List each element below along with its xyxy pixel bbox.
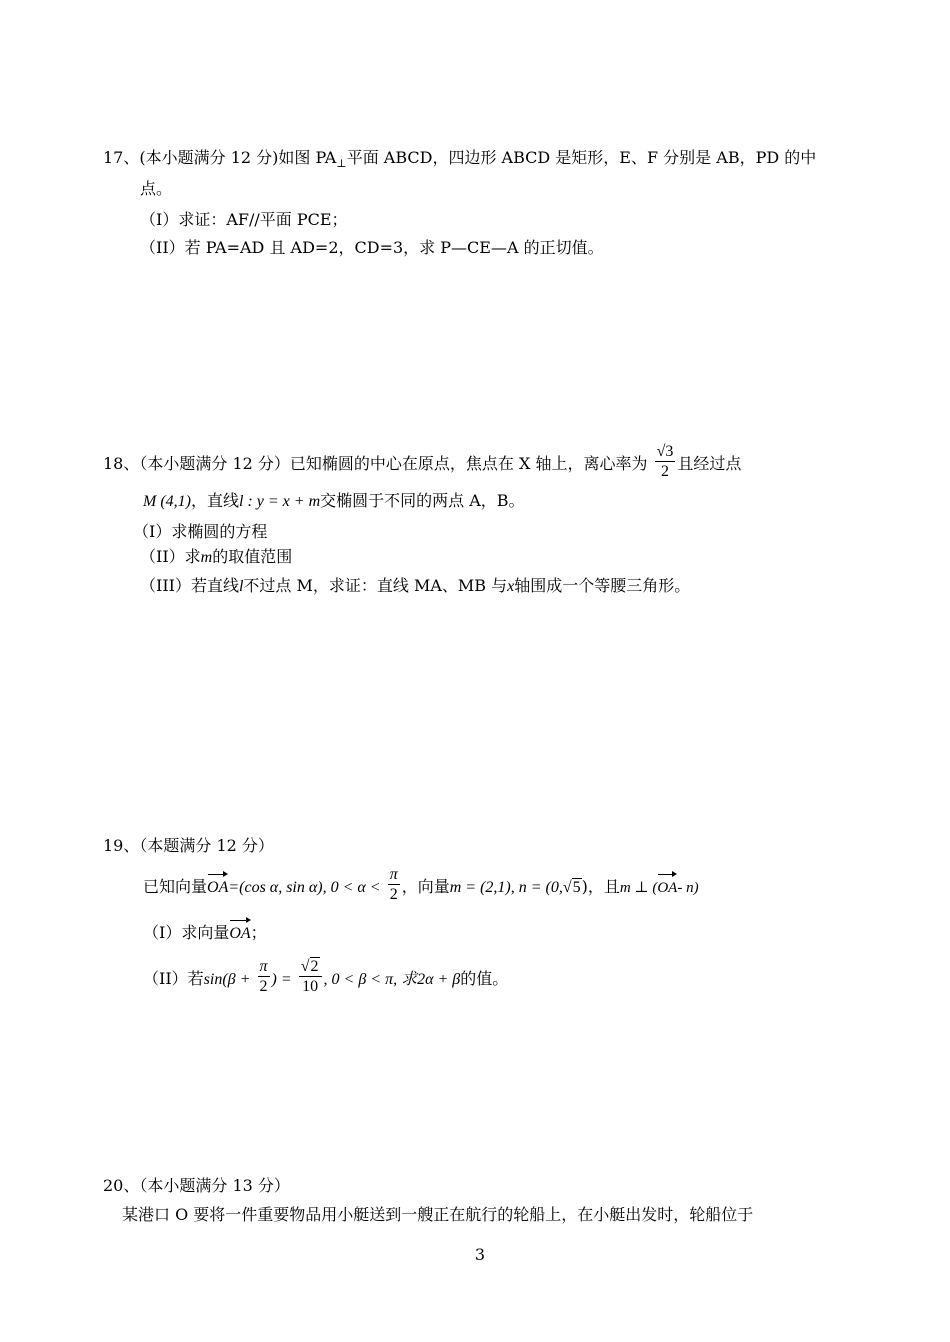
- q20-line1: 某港口 O 要将一件重要物品用小艇送到一艘正在航行的轮船上，在小艇出发时，轮船位于: [122, 1205, 754, 1224]
- q17-line1: 17、(本小题满分 12 分)如图 $PA_\perp$平面 ABCD，四边形 ABCD 是矩形，E、F 分别是 AB，PD 的中: [103, 148, 817, 171]
- point-M: M (4,1): [143, 493, 191, 510]
- q18-line2: M (4,1)，直线l : y = x + m交椭圆于不同的两点 A，B。: [143, 491, 525, 510]
- q19-given: 已知向量OA=(cos α, sin α), 0 < α < $\frac{\pi}{2}$ ，向量m = (2,1), n = (0,√5)，且m ⊥ (OA- n): [143, 866, 699, 903]
- q19-part1: （I）求向量OA；: [143, 917, 267, 945]
- q18-part3: （III）若直线l不过点 M，求证：直线 MA、MB 与x轴围成一个等腰三角形。: [140, 576, 691, 595]
- q18-part1: （I）求椭圆的方程: [133, 522, 268, 541]
- vector-OA: OA: [229, 917, 250, 945]
- q17-part2: （II）若 PA=AD 且 AD=2，CD=3，求 P—CE—A 的正切值。: [140, 238, 604, 257]
- sqrt2-over-10-fraction: $\frac{√2}{10}$: [299, 958, 322, 997]
- line-equation: l : y = x + m: [239, 493, 321, 510]
- q17-line2: 点。: [140, 179, 173, 198]
- perp-symbol: ⊥: [336, 157, 347, 171]
- q17-part1: （I）求证：AF//平面 PCE；: [140, 210, 348, 229]
- q18-line1: 18、（本小题满分 12 分）已知椭圆的中心在原点，焦点在 X 轴上，离心率为 $\frac{√3}{2}$ 且经过点: [103, 443, 742, 480]
- pi-over-2-fraction: $\frac{\pi}{2}$: [259, 958, 268, 995]
- page-number: 3: [474, 1245, 486, 1264]
- q19-part2: （II）若sin(β + $\frac{\pi}{2}$ ) = $\frac{√2}{10}$ , 0 < β < π, 求2α + β的值。: [143, 958, 509, 995]
- vectors-m-n: m = (2,1), n = (0,: [449, 879, 563, 896]
- q18-part2: （II）求m的取值范围: [140, 547, 293, 566]
- q19-header: 19、（本题满分 12 分）: [103, 836, 274, 855]
- vector-OA: OA: [207, 871, 228, 899]
- pi-over-2-fraction: $\frac{\pi}{2}$: [389, 866, 398, 903]
- eccentricity-fraction: $\frac{√3}{2}$: [656, 443, 674, 480]
- sqrt-5: √5: [562, 879, 581, 896]
- q20-header: 20、（本小题满分 13 分）: [103, 1176, 290, 1195]
